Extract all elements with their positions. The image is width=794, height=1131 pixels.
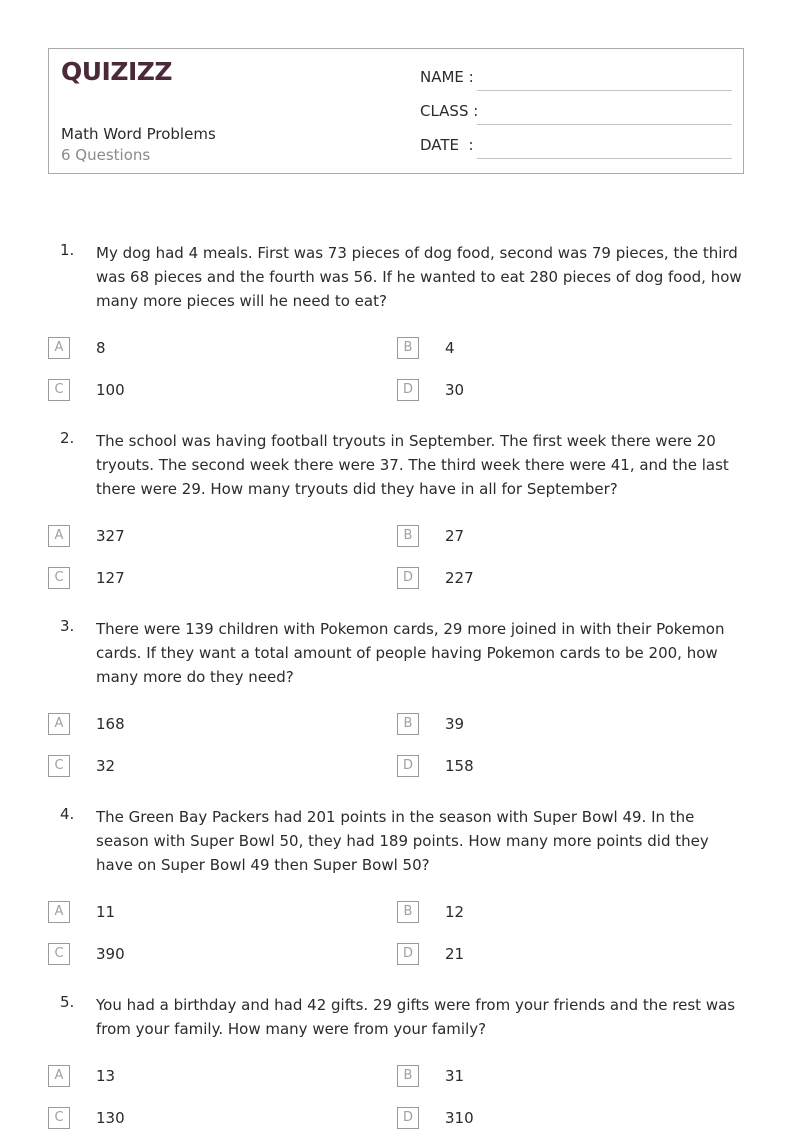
option-value: 100 bbox=[96, 381, 125, 399]
option-letter: B bbox=[397, 1065, 419, 1087]
option-letter: A bbox=[48, 713, 70, 735]
worksheet-title: Math Word Problems bbox=[61, 125, 216, 143]
class-line bbox=[477, 124, 732, 125]
question-count: 6 Questions bbox=[61, 146, 151, 164]
name-line bbox=[477, 90, 732, 91]
option-value: 4 bbox=[445, 339, 455, 357]
question-text: You had a birthday and had 42 gifts. 29 gifts were from your friends and the rest was from your family. How many were from your family? bbox=[96, 996, 736, 1038]
option-letter: C bbox=[48, 943, 70, 965]
option-value: 13 bbox=[96, 1067, 116, 1085]
question-text: The Green Bay Packers had 201 points in the season with Super Bowl 49. In the season with Super Bowl 50, they had 189 points. How many more points did they have on Super Bowl 49 then Super Bowl 50? bbox=[96, 808, 709, 874]
option-value: 168 bbox=[96, 715, 125, 733]
option-letter: C bbox=[48, 567, 70, 589]
option-value: 30 bbox=[445, 381, 465, 399]
question-text: The school was having football tryouts in September. The first week there were 20 tryouts. The second week there were 37. The third week there were 41, and the last there were 29. How many tryouts did they have in all for September? bbox=[96, 432, 729, 498]
date-field[interactable] bbox=[420, 136, 732, 158]
worksheet-header bbox=[48, 48, 744, 174]
question-number: 5. bbox=[60, 993, 75, 1011]
name-label: NAME : bbox=[420, 68, 474, 86]
option-value: 310 bbox=[445, 1109, 474, 1127]
option-value: 12 bbox=[445, 903, 465, 921]
option-letter: D bbox=[397, 1107, 419, 1129]
option-value: 227 bbox=[445, 569, 474, 587]
date-line bbox=[477, 158, 732, 159]
option-letter: D bbox=[397, 755, 419, 777]
question-number: 3. bbox=[60, 617, 75, 635]
option-letter: A bbox=[48, 1065, 70, 1087]
option-letter: D bbox=[397, 379, 419, 401]
option-value: 39 bbox=[445, 715, 465, 733]
question-text: There were 139 children with Pokemon cards, 29 more joined in with their Pokemon cards. If they want a total amount of people having Pokemon cards to be 200, how many more do they need? bbox=[96, 620, 725, 686]
date-label: DATE : bbox=[420, 136, 474, 154]
option-letter: C bbox=[48, 1107, 70, 1129]
question-text: My dog had 4 meals. First was 73 pieces of dog food, second was 79 pieces, the third was 68 pieces and the fourth was 56. If he wanted to eat 280 pieces of dog food, how many more pieces will he need to eat? bbox=[96, 244, 742, 310]
option-letter: D bbox=[397, 943, 419, 965]
option-letter: B bbox=[397, 525, 419, 547]
option-letter: D bbox=[397, 567, 419, 589]
option-value: 32 bbox=[96, 757, 116, 775]
option-value: 8 bbox=[96, 339, 106, 357]
option-letter: A bbox=[48, 901, 70, 923]
name-field[interactable] bbox=[420, 68, 732, 90]
option-letter: B bbox=[397, 713, 419, 735]
option-letter: B bbox=[397, 901, 419, 923]
question-number: 2. bbox=[60, 429, 75, 447]
option-letter: C bbox=[48, 379, 70, 401]
option-value: 27 bbox=[445, 527, 465, 545]
option-value: 390 bbox=[96, 945, 125, 963]
option-letter: B bbox=[397, 337, 419, 359]
quizizz-logo: QUIZIZZ bbox=[61, 57, 173, 86]
class-field[interactable] bbox=[420, 102, 732, 124]
option-value: 158 bbox=[445, 757, 474, 775]
option-value: 130 bbox=[96, 1109, 125, 1127]
option-value: 11 bbox=[96, 903, 116, 921]
question-number: 4. bbox=[60, 805, 75, 823]
option-value: 127 bbox=[96, 569, 125, 587]
option-value: 327 bbox=[96, 527, 125, 545]
option-letter: A bbox=[48, 525, 70, 547]
option-letter: C bbox=[48, 755, 70, 777]
option-value: 21 bbox=[445, 945, 465, 963]
option-letter: A bbox=[48, 337, 70, 359]
option-value: 31 bbox=[445, 1067, 465, 1085]
question-number: 1. bbox=[60, 241, 75, 259]
class-label: CLASS : bbox=[420, 102, 479, 120]
